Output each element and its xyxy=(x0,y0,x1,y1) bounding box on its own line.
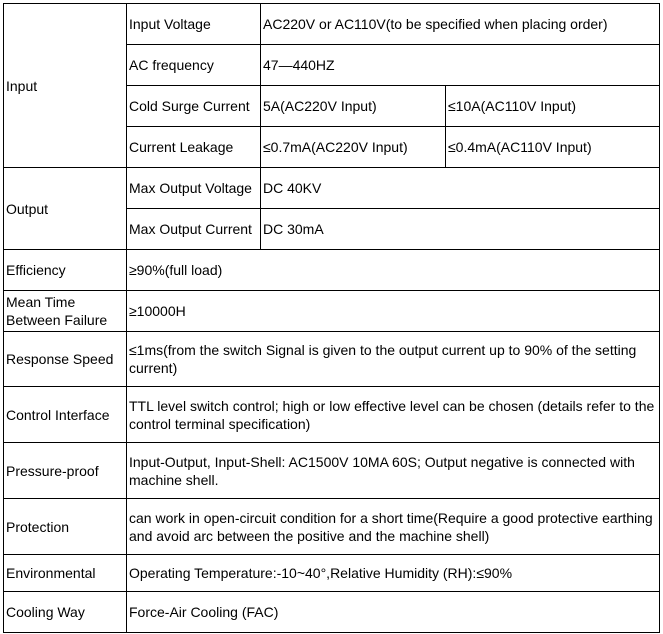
environmental-value: Operating Temperature:-10~40°,Relative Humidity (RH):≤90% xyxy=(127,555,660,592)
max-output-current-label: Max Output Current xyxy=(127,209,261,250)
table-row xyxy=(4,592,660,633)
table-row xyxy=(4,499,660,555)
control-interface-value: TTL level switch control; high or low effective level can be chosen (details refer to the control terminal specification) xyxy=(127,387,660,443)
pressure-proof-label: Pressure-proof xyxy=(4,443,127,499)
table-row xyxy=(4,443,660,499)
efficiency-value: ≥90%(full load) xyxy=(127,250,660,291)
table-row xyxy=(4,291,660,332)
table-row xyxy=(4,332,660,387)
response-speed-value: ≤1ms(from the switch Signal is given to the output current up to 90% of the setting current) xyxy=(127,332,660,387)
table-row xyxy=(4,4,660,45)
pressure-proof-value: Input-Output, Input-Shell: AC1500V 10MA 60S; Output negative is connected with machine shell. xyxy=(127,443,660,499)
current-leakage-110-value: ≤0.4mA(AC110V Input) xyxy=(446,127,660,168)
input-voltage-value: AC220V or AC110V(to be specified when placing order) xyxy=(261,4,660,45)
max-output-current-value: DC 30mA xyxy=(261,209,660,250)
control-interface-label: Control Interface xyxy=(4,387,127,443)
input-section-label: Input xyxy=(4,4,127,168)
environmental-label: Environmental xyxy=(4,555,127,592)
ac-frequency-label: AC frequency xyxy=(127,45,261,86)
cold-surge-current-110-value: ≤10A(AC110V Input) xyxy=(446,86,660,127)
ac-frequency-value: 47—440HZ xyxy=(261,45,660,86)
max-output-voltage-value: DC 40KV xyxy=(261,168,660,209)
protection-label: Protection xyxy=(4,499,127,555)
response-speed-label: Response Speed xyxy=(4,332,127,387)
output-section-label: Output xyxy=(4,168,127,250)
table-row xyxy=(4,387,660,443)
table-row xyxy=(4,250,660,291)
mtbf-value: ≥10000H xyxy=(127,291,660,332)
mtbf-label: Mean Time Between Failure xyxy=(4,291,127,332)
cooling-way-value: Force-Air Cooling (FAC) xyxy=(127,592,660,633)
max-output-voltage-label: Max Output Voltage xyxy=(127,168,261,209)
current-leakage-label: Current Leakage xyxy=(127,127,261,168)
cold-surge-current-label: Cold Surge Current xyxy=(127,86,261,127)
current-leakage-220-value: ≤0.7mA(AC220V Input) xyxy=(261,127,446,168)
cooling-way-label: Cooling Way xyxy=(4,592,127,633)
input-voltage-label: Input Voltage xyxy=(127,4,261,45)
table-row xyxy=(4,168,660,209)
protection-value: can work in open-circuit condition for a short time(Require a good protective earthing and avoid arc between the positive and the machine shell) xyxy=(127,499,660,555)
spec-table xyxy=(3,3,660,633)
efficiency-label: Efficiency xyxy=(4,250,127,291)
table-row xyxy=(4,555,660,592)
cold-surge-current-220-value: 5A(AC220V Input) xyxy=(261,86,446,127)
